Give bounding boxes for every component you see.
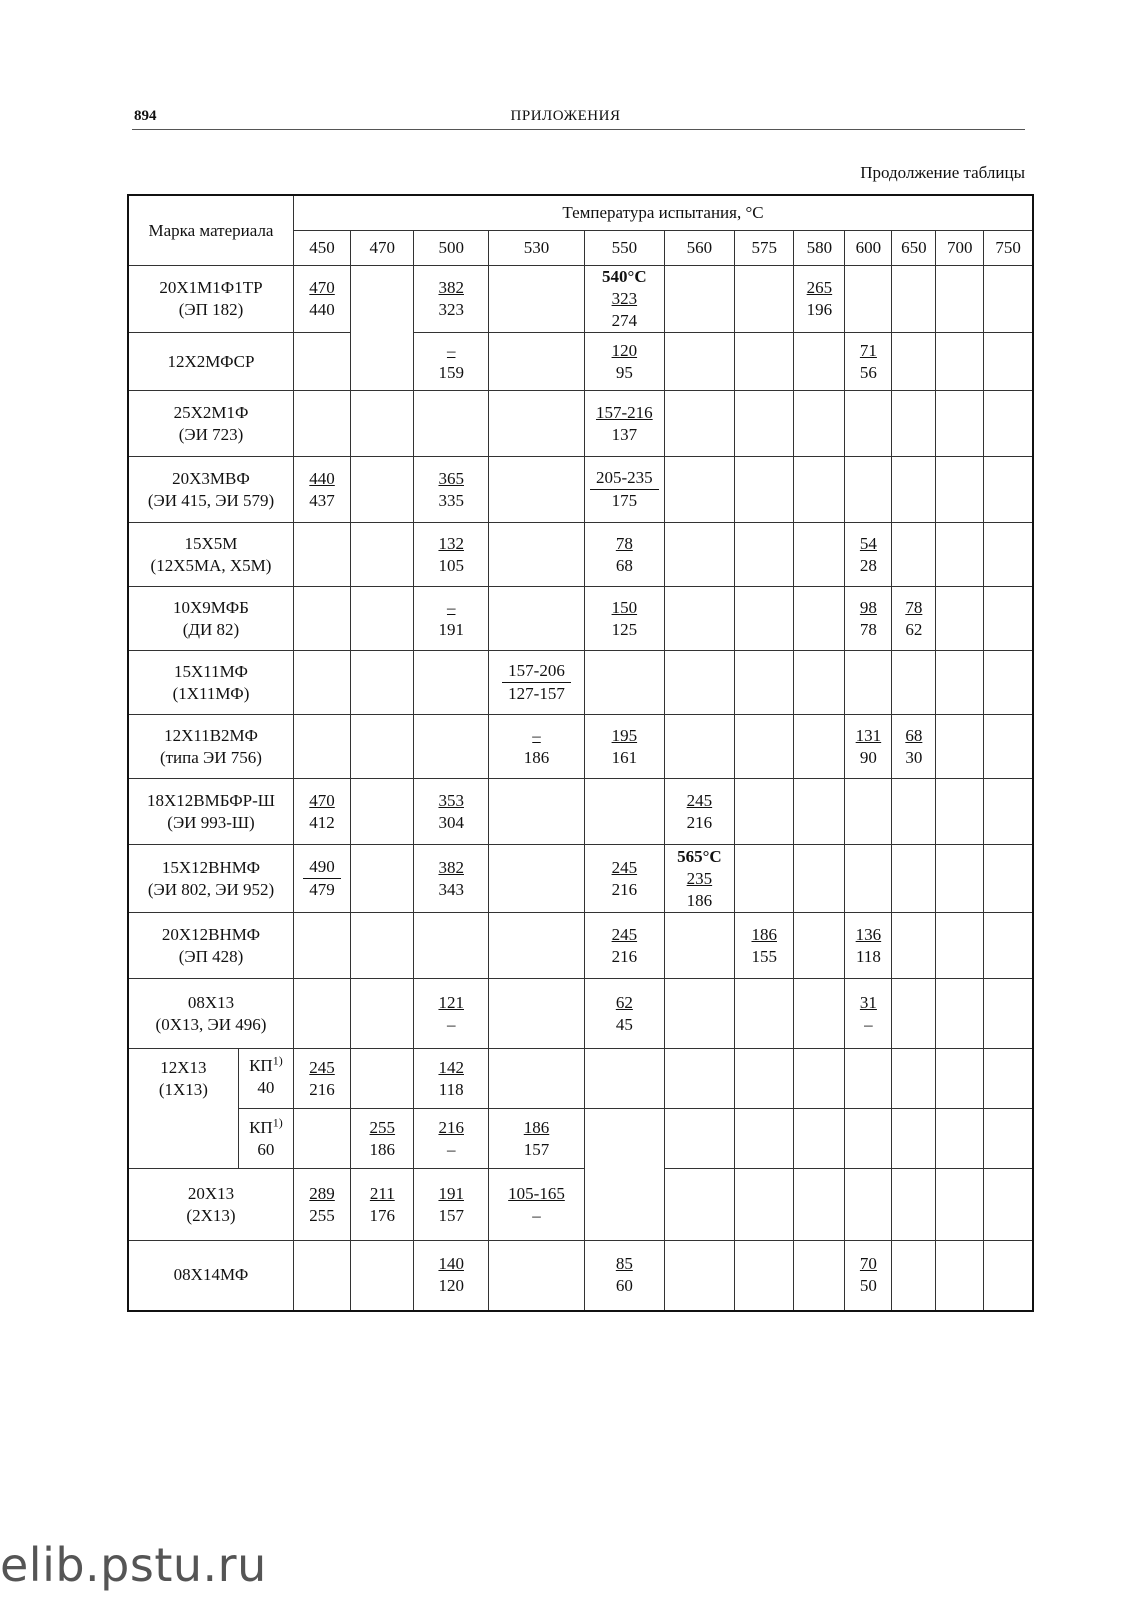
value-cell [414, 651, 489, 715]
value-cell: 195 161 [585, 715, 665, 779]
value-cell [936, 1109, 984, 1169]
value-cell [794, 457, 845, 523]
kp-cell: КП$^{1)}$ 60 [238, 1109, 293, 1169]
value-cell [845, 779, 892, 845]
value-cell [489, 457, 585, 523]
value-cell [984, 779, 1033, 845]
value-cell [735, 651, 794, 715]
value-cell [794, 651, 845, 715]
value-cell [489, 333, 585, 391]
value-cell [735, 457, 794, 523]
value-cell [735, 587, 794, 651]
value-cell [414, 391, 489, 457]
value-cell [892, 1049, 936, 1109]
value-cell [794, 1241, 845, 1311]
value-cell [351, 651, 414, 715]
material-cell: 25Х2М1Ф (ЭИ 723) [128, 391, 293, 457]
value-cell [984, 457, 1033, 523]
value-cell [936, 1049, 984, 1109]
value-cell [845, 1169, 892, 1241]
material-cell: 18Х12ВМБФР-Ш (ЭИ 993-Ш) [128, 779, 293, 845]
value-cell: 470 440 [293, 266, 350, 333]
value-cell [351, 715, 414, 779]
page-number: 894 [134, 108, 157, 124]
value-cell [845, 391, 892, 457]
value-cell [984, 1049, 1033, 1109]
table-row [128, 651, 1033, 715]
value-cell [664, 979, 734, 1049]
value-cell: – 191 [414, 587, 489, 651]
value-cell: 70 50 [845, 1241, 892, 1311]
continuation-label: Продолжение таблицы [860, 163, 1025, 182]
value-cell: 186 155 [735, 913, 794, 979]
value-cell: 71 56 [845, 333, 892, 391]
value-cell [351, 587, 414, 651]
value-cell: 186 157 [489, 1109, 585, 1169]
table-row [128, 1109, 1033, 1169]
value-cell [293, 1109, 350, 1169]
material-header: Марка материала [128, 195, 293, 266]
value-cell [664, 523, 734, 587]
value-cell: 54 28 [845, 523, 892, 587]
value-cell [664, 651, 734, 715]
value-cell [489, 266, 585, 333]
material-cell: 20Х1М1Ф1ТР (ЭП 182) [128, 266, 293, 333]
value-cell [984, 845, 1033, 913]
value-cell [892, 913, 936, 979]
value-cell [892, 266, 936, 333]
value-cell: 98 78 [845, 587, 892, 651]
value-cell [585, 651, 665, 715]
table-row [128, 457, 1033, 523]
value-cell [984, 391, 1033, 457]
material-cell: 15Х11МФ (1Х11МФ) [128, 651, 293, 715]
value-cell [585, 1049, 665, 1109]
temp-580: 580 [794, 231, 845, 266]
value-cell: 211 176 [351, 1169, 414, 1241]
value-cell [794, 587, 845, 651]
value-cell: 440 437 [293, 457, 350, 523]
value-cell [489, 779, 585, 845]
material-cell: 20Х12ВНМФ (ЭП 428) [128, 913, 293, 979]
value-cell: $\frac{157-206}{127-157}$ [489, 651, 585, 715]
value-cell [892, 391, 936, 457]
temp-650: 650 [892, 231, 936, 266]
value-cell: 150 125 [585, 587, 665, 651]
material-cell: 08Х14МФ [128, 1241, 293, 1311]
table-row [128, 266, 1033, 333]
value-cell: 140 120 [414, 1241, 489, 1311]
value-cell [794, 845, 845, 913]
value-cell [936, 913, 984, 979]
table-row [128, 779, 1033, 845]
value-cell [664, 391, 734, 457]
temp-550: 550 [585, 231, 665, 266]
value-cell [664, 457, 734, 523]
value-cell [664, 913, 734, 979]
temperature-header: Температура испытания, °С [293, 195, 1033, 231]
value-cell: 289 255 [293, 1169, 350, 1241]
value-cell [293, 333, 350, 391]
value-cell [984, 651, 1033, 715]
value-cell [794, 779, 845, 845]
temp-530: 530 [489, 231, 585, 266]
value-cell [351, 523, 414, 587]
value-cell [293, 651, 350, 715]
material-cell: 12Х11В2МФ (типа ЭИ 756) [128, 715, 293, 779]
value-cell [936, 587, 984, 651]
value-cell [794, 333, 845, 391]
value-cell [984, 1169, 1033, 1241]
value-cell: 31 – [845, 979, 892, 1049]
value-cell [892, 457, 936, 523]
value-cell [794, 1049, 845, 1109]
table-row [128, 845, 1033, 913]
material-cell: 10Х9МФБ (ДИ 82) [128, 587, 293, 651]
value-cell [936, 457, 984, 523]
temp-560: 560 [664, 231, 734, 266]
value-cell: 245 216 [664, 779, 734, 845]
value-cell: 470 412 [293, 779, 350, 845]
value-cell [351, 979, 414, 1049]
table-row [128, 1169, 1033, 1241]
value-cell [735, 779, 794, 845]
value-cell: $\frac{205-235}{175}$ [585, 457, 665, 523]
value-cell [892, 1109, 936, 1169]
value-cell [936, 1241, 984, 1311]
value-cell [351, 779, 414, 845]
value-cell [794, 1169, 845, 1241]
value-cell [892, 523, 936, 587]
value-cell: 62 45 [585, 979, 665, 1049]
value-cell [351, 457, 414, 523]
value-cell [984, 266, 1033, 333]
value-cell [664, 266, 734, 333]
value-cell [293, 979, 350, 1049]
value-cell: 245 216 [585, 913, 665, 979]
value-cell: 131 90 [845, 715, 892, 779]
value-cell: 565°С 235 186 [664, 845, 734, 913]
value-cell [489, 979, 585, 1049]
value-cell: 216 – [414, 1109, 489, 1169]
value-cell [351, 391, 414, 457]
value-cell [892, 651, 936, 715]
value-cell [892, 1241, 936, 1311]
temp-750: 750 [984, 231, 1033, 266]
value-cell [489, 523, 585, 587]
value-cell [735, 266, 794, 333]
value-cell [845, 651, 892, 715]
temp-700: 700 [936, 231, 984, 266]
material-cell: 20Х3МВФ (ЭИ 415, ЭИ 579) [128, 457, 293, 523]
material-cell: 15Х5М (12Х5МА, Х5М) [128, 523, 293, 587]
table-row [128, 979, 1033, 1049]
value-cell: 105-165 – [489, 1169, 585, 1241]
value-cell [293, 715, 350, 779]
material-cell: 12Х2МФСР [128, 333, 293, 391]
value-cell: $\frac{490}{479}$ [293, 845, 350, 913]
value-cell [664, 1049, 734, 1109]
strength-table [127, 194, 1034, 1312]
value-cell: 382 343 [414, 845, 489, 913]
value-cell [936, 391, 984, 457]
value-cell [351, 1049, 414, 1109]
value-cell [489, 1049, 585, 1109]
value-cell [414, 715, 489, 779]
watermark: elib.pstu.ru [0, 1538, 267, 1592]
value-cell: 353 304 [414, 779, 489, 845]
value-cell: 382 323 [414, 266, 489, 333]
value-cell [735, 1109, 794, 1169]
value-cell [293, 391, 350, 457]
value-cell [735, 845, 794, 913]
value-cell [984, 913, 1033, 979]
value-cell [489, 913, 585, 979]
table-row [128, 587, 1033, 651]
value-cell [794, 523, 845, 587]
running-title: ПРИЛОЖЕНИЯ [510, 108, 621, 124]
value-cell: 121 – [414, 979, 489, 1049]
value-cell [984, 715, 1033, 779]
value-cell: 540°С 323 274 [585, 266, 665, 333]
value-cell [845, 266, 892, 333]
table-row [128, 913, 1033, 979]
value-cell [735, 1049, 794, 1109]
table-row [128, 1241, 1033, 1311]
table-row [128, 1049, 1033, 1109]
value-cell [984, 333, 1033, 391]
value-cell [664, 1109, 734, 1169]
value-cell [936, 979, 984, 1049]
temp-600: 600 [845, 231, 892, 266]
material-cell: 15Х12ВНМФ (ЭИ 802, ЭИ 952) [128, 845, 293, 913]
value-cell [293, 1241, 350, 1311]
material-cell: 08Х13 (0Х13, ЭИ 496) [128, 979, 293, 1049]
table-row [128, 523, 1033, 587]
value-cell [984, 523, 1033, 587]
value-cell [936, 651, 984, 715]
value-cell [351, 1241, 414, 1311]
value-cell: 157-216 137 [585, 391, 665, 457]
value-cell [585, 1109, 665, 1241]
value-cell [489, 845, 585, 913]
table-row [128, 715, 1033, 779]
temp-500: 500 [414, 231, 489, 266]
value-cell [735, 333, 794, 391]
value-cell: 132 105 [414, 523, 489, 587]
temp-575: 575 [735, 231, 794, 266]
value-cell [936, 715, 984, 779]
value-cell [936, 523, 984, 587]
value-cell [664, 333, 734, 391]
value-cell [585, 779, 665, 845]
value-cell: 85 60 [585, 1241, 665, 1311]
material-cell: 20Х13 (2Х13) [128, 1169, 293, 1241]
value-cell [489, 587, 585, 651]
value-cell [794, 391, 845, 457]
value-cell [735, 391, 794, 457]
table-row [128, 391, 1033, 457]
value-cell [892, 845, 936, 913]
value-cell: – 159 [414, 333, 489, 391]
value-cell [664, 587, 734, 651]
value-cell [735, 1241, 794, 1311]
value-cell [892, 979, 936, 1049]
value-cell [664, 1169, 734, 1241]
value-cell: 68 30 [892, 715, 936, 779]
table-row [128, 333, 1033, 391]
kp-cell: КП$^{1)}$ 40 [238, 1049, 293, 1109]
value-cell [984, 1241, 1033, 1311]
value-cell [892, 333, 936, 391]
value-cell [414, 913, 489, 979]
value-cell [735, 523, 794, 587]
value-cell [794, 715, 845, 779]
value-cell [293, 913, 350, 979]
value-cell: 265 196 [794, 266, 845, 333]
value-cell [794, 979, 845, 1049]
value-cell [293, 587, 350, 651]
value-cell [794, 1109, 845, 1169]
value-cell: 245 216 [585, 845, 665, 913]
temp-470: 470 [351, 231, 414, 266]
value-cell [936, 845, 984, 913]
value-cell [351, 266, 414, 391]
value-cell [936, 779, 984, 845]
value-cell: 142 118 [414, 1049, 489, 1109]
value-cell: 78 68 [585, 523, 665, 587]
value-cell [489, 1241, 585, 1311]
temp-450: 450 [293, 231, 350, 266]
value-cell [735, 979, 794, 1049]
value-cell [489, 391, 585, 457]
value-cell: 191 157 [414, 1169, 489, 1241]
value-cell [735, 715, 794, 779]
value-cell: 120 95 [585, 333, 665, 391]
value-cell [845, 457, 892, 523]
value-cell [293, 523, 350, 587]
header-rule [132, 129, 1025, 130]
value-cell [936, 1169, 984, 1241]
value-cell [984, 979, 1033, 1049]
value-cell [794, 913, 845, 979]
value-cell [351, 913, 414, 979]
value-cell [845, 1049, 892, 1109]
value-cell: 365 335 [414, 457, 489, 523]
value-cell [664, 1241, 734, 1311]
value-cell [845, 1109, 892, 1169]
value-cell [664, 715, 734, 779]
value-cell [936, 266, 984, 333]
value-cell [984, 1109, 1033, 1169]
value-cell [351, 845, 414, 913]
value-cell: 255 186 [351, 1109, 414, 1169]
value-cell [845, 845, 892, 913]
value-cell: 245 216 [293, 1049, 350, 1109]
material-cell: 12Х13 (1Х13) [128, 1049, 238, 1169]
value-cell [735, 1169, 794, 1241]
value-cell [892, 779, 936, 845]
value-cell: 78 62 [892, 587, 936, 651]
value-cell: 136 118 [845, 913, 892, 979]
value-cell [984, 587, 1033, 651]
value-cell: – 186 [489, 715, 585, 779]
value-cell [936, 333, 984, 391]
value-cell [892, 1169, 936, 1241]
